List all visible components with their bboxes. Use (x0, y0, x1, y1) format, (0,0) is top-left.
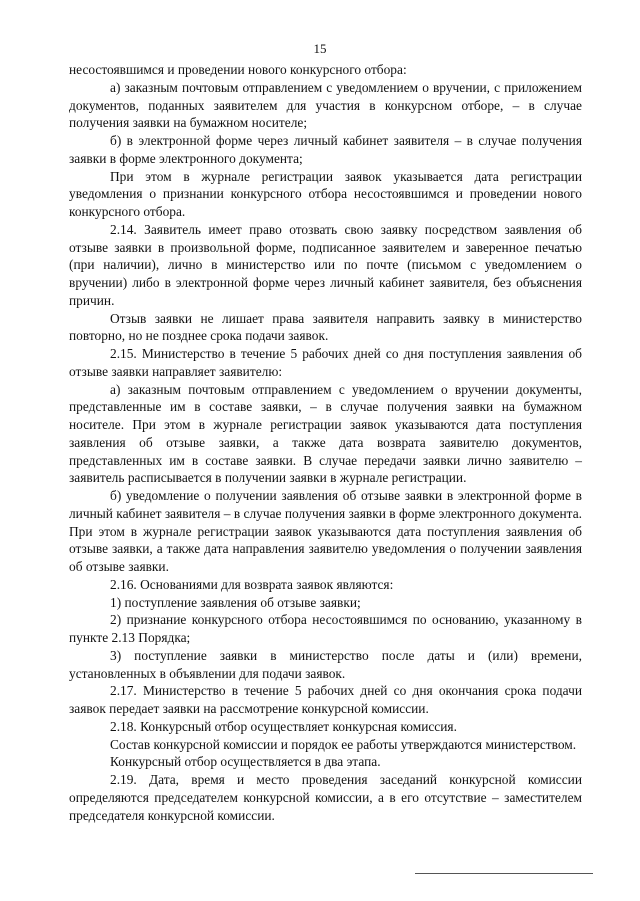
paragraph-2-16: 2.16. Основаниями для возврата заявок являются: (110, 576, 394, 592)
document-body (69, 61, 582, 824)
paragraph-2-16-item-1: 1) поступление заявления об отзыве заявки; (110, 594, 361, 610)
paragraph-commission-composition: Состав конкурсной комиссии и порядок ее работы утверждаются министерством. (110, 736, 577, 752)
paragraph-item-a-postal: а) заказным почтовым отправлением с уведомлением о вручении, с приложением документов, поданных заявителем для участия в конкурсном отборе, – в случае получения заявки на бумажном носителе; (69, 79, 582, 131)
footer-rule (415, 873, 593, 874)
paragraph-continuation: несостоявшимся и проведении нового конкурсного отбора: (69, 62, 407, 77)
paragraph-2-15-item-b: б) уведомление о получении заявления об отзыве заявки в электронной форме в личный кабинет заявителя – в случае получения заявки в форме электронного документа. При этом в журнале регистрации заявок указываются дата поступления заявления об отзыве заявки, а также дата направления заявителю уведомления о получении заявления об отзыве заявки. (69, 488, 582, 574)
page-number: 15 (313, 41, 327, 56)
paragraph-2-15: 2.15. Министерство в течение 5 рабочих дней со дня поступления заявления об отзыве заявки направляет заявителю: (69, 346, 582, 379)
paragraph-two-stages: Конкурсный отбор осуществляется в два этапа. (110, 754, 381, 770)
paragraph-2-19: 2.19. Дата, время и место проведения заседаний конкурсной комиссии определяются председателем конкурсной комиссии, а в его отсутствие – заместителем председателя конкурсной комиссии. (69, 772, 582, 823)
paragraph-2-18: 2.18. Конкурсный отбор осуществляет конкурсная комиссия. (110, 718, 457, 734)
paragraph-2-16-item-3: 3) поступление заявки в министерство после даты и (или) времени, установленных в объявлении для подачи заявок. (69, 647, 582, 681)
paragraph-item-b-electronic: б) в электронной форме через личный кабинет заявителя – в случае получения заявки в форме электронного документа; (69, 133, 582, 166)
paragraph-2-16-item-2: 2) признание конкурсного отбора несостоявшимся по основанию, указанному в пункте 2.13 Порядка; (69, 612, 582, 645)
paragraph-2-17: 2.17. Министерство в течение 5 рабочих дней со дня окончания срока подачи заявок передает заявки на рассмотрение конкурсной комиссии. (69, 683, 582, 716)
paragraph-2-15-item-a: а) заказным почтовым отправлением с уведомлением о вручении документы, представленные им в составе заявки, – в случае получения заявки на бумажном носителе. При этом в журнале регистрации заявок указываются дата поступления заявления об отзыве заявки, а также дата возврата заявителю документов, представленных им в составе заявки. В случае передачи заявки лично заявителю – заявитель расписывается в получении заявки в журнале регистрации. (69, 381, 582, 486)
paragraph-2-14: 2.14. Заявитель имеет право отозвать свою заявку посредством заявления об отзыве заявки в произвольной форме, подписанное заявителем и заверенное печатью (при наличии), лично в министерство или по почте (письмом с уведомлением о вручении) либо в электронной форме через личный кабинет заявителя, без объяснения причин. (69, 221, 582, 308)
paragraph-withdrawal-note: Отзыв заявки не лишает права заявителя направить заявку в министерство повторно, но не позднее срока подачи заявок. (69, 310, 582, 344)
paragraph-registration-note: При этом в журнале регистрации заявок указывается дата регистрации уведомления о признании конкурсного отбора несостоявшимся и проведении нового конкурсного отбора. (69, 168, 582, 219)
